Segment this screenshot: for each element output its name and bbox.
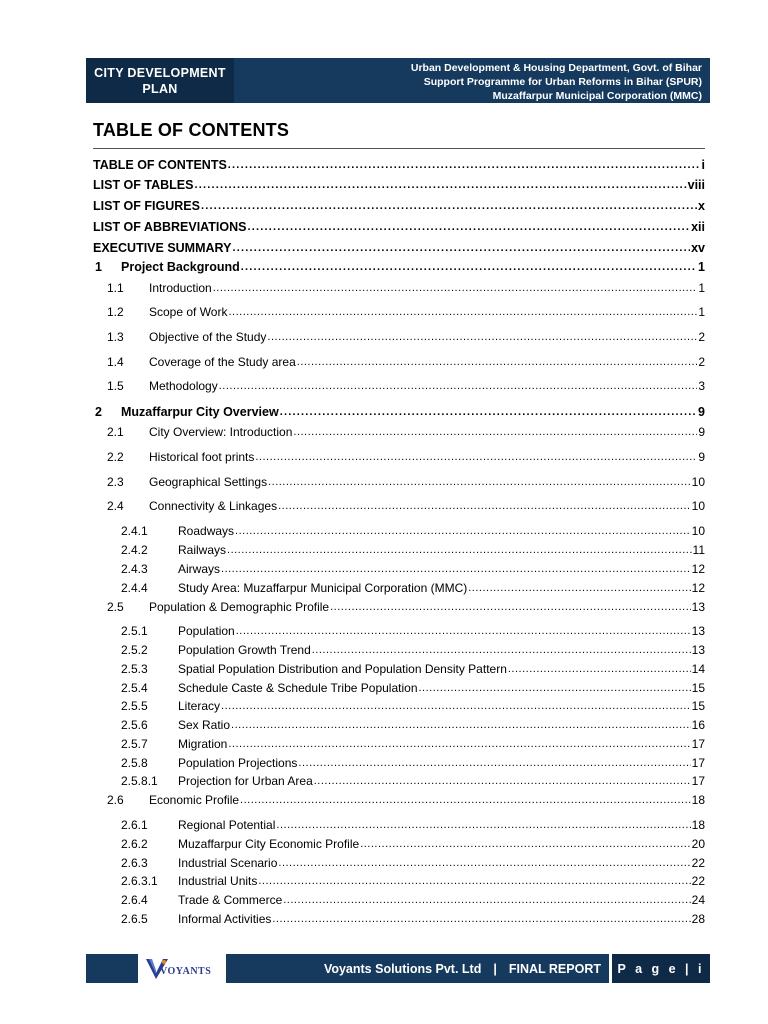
toc-leader-dots [240,792,691,804]
toc-entry[interactable] [93,157,705,172]
footer-logo-text: VOYANTS [160,966,212,977]
toc-entry-number: 2.4.3 [121,562,148,576]
toc-entry[interactable] [93,498,705,513]
toc-entry[interactable] [93,177,705,192]
toc-entry-number: 2.5.7 [121,737,148,751]
toc-leader-dots [219,378,698,390]
toc-entry[interactable] [93,378,705,393]
toc-leader-dots [235,523,691,535]
toc-leader-dots [283,892,690,904]
toc-leader-dots [508,661,691,673]
toc-entry-page: 9 [698,405,705,419]
toc-entry-number: 2.5.3 [121,662,148,676]
toc-entry-number: 2.6.3.1 [121,874,158,888]
toc-leader-dots [201,198,697,210]
toc-entry-page: 28 [691,912,705,926]
toc-entry[interactable] [93,680,705,695]
toc-leader-dots [268,474,691,486]
toc-entry-number: 2.5.4 [121,681,148,695]
toc-leader-dots [276,817,690,829]
footer-separator: | [493,961,497,976]
toc-entry-label: LIST OF FIGURES [93,199,200,213]
toc-entry[interactable] [93,717,705,732]
toc-entry-label: Industrial Scenario [178,856,278,870]
toc-entry[interactable] [93,755,705,770]
toc-entry-label: Connectivity & Linkages [149,499,278,513]
toc-entry-page: 1 [698,260,705,274]
footer-info [226,954,609,983]
toc-entry-label: Introduction [149,281,212,295]
toc-entry-label: Economic Profile [149,793,240,807]
toc-entry-page: 24 [691,893,705,907]
toc-leader-dots [312,642,691,654]
toc-entry-page: 1 [698,281,705,295]
toc-entry-label: Railways [178,543,227,557]
toc-entry[interactable] [93,542,705,557]
toc-entry[interactable] [93,280,705,295]
toc-entry[interactable] [93,817,705,832]
toc-entry-number: 2.4.4 [121,581,148,595]
toc-leader-dots [228,304,697,316]
footer-report: FINAL REPORT [508,961,601,976]
toc-entry-label: Schedule Caste & Schedule Tribe Population [178,681,418,695]
toc-entry-number: 2.1 [107,425,124,439]
toc-entry-number: 2.4 [107,499,124,513]
toc-entry[interactable] [93,623,705,638]
title-divider [93,148,705,149]
toc-entry-label: Sex Ratio [178,718,231,732]
toc-entry-number: 1.5 [107,379,124,393]
toc-entry-label: Roadways [178,524,235,538]
toc-entry-label: Projection for Urban Area [178,774,313,788]
footer-page-number: P a g e | i [609,954,710,983]
toc-entry-number: 2 [95,405,102,419]
toc-entry-label: Scope of Work [149,305,228,319]
toc-entry-label: Muzaffarpur City Economic Profile [178,837,360,851]
toc-leader-dots [231,717,691,729]
toc-leader-dots [278,498,691,510]
toc-entry-number: 2.5.2 [121,643,148,657]
toc-entry[interactable] [93,404,705,419]
toc-entry-number: 2.5.5 [121,699,148,713]
toc-entry-number: 2.4.1 [121,524,148,538]
toc-leader-dots [228,736,690,748]
toc-entry-number: 2.6.1 [121,818,148,832]
toc-entry-page: 10 [691,475,705,489]
header-doc-type [86,58,234,103]
header-org-line2: Support Programme for Urban Reforms in Bihar (SPUR) [423,75,702,88]
toc-entry-label: Geographical Settings [149,475,268,489]
toc-entry-number: 2.6 [107,793,124,807]
toc-leader-dots [314,773,691,785]
toc-entry[interactable] [93,449,705,464]
toc-entry-number: 2.6.4 [121,893,148,907]
toc-entry-label: Airways [178,562,221,576]
toc-entry-page: 13 [691,624,705,638]
toc-entry-label: LIST OF ABBREVIATIONS [93,220,247,234]
header-doc-type-line2: PLAN [142,81,178,96]
toc-entry-page: 22 [691,856,705,870]
toc-entry[interactable] [93,219,705,234]
toc-entry-label: Population [178,624,235,638]
toc-entry-page: 2 [698,355,705,369]
toc-entry-number: 2.6.5 [121,912,148,926]
toc-entry-label: Study Area: Muzaffarpur Municipal Corporation (MMC) [178,581,468,595]
toc-entry[interactable] [93,304,705,319]
toc-entry-label: Muzaffarpur City Overview [121,405,279,419]
toc-entry[interactable] [93,329,705,344]
toc-leader-dots [227,542,692,554]
toc-entry[interactable] [93,773,705,788]
toc-entry[interactable] [93,599,705,614]
toc-leader-dots [267,329,697,341]
toc-entry-label: Population Projections [178,756,298,770]
toc-entry[interactable] [93,474,705,489]
toc-leader-dots [258,873,690,885]
toc-entry-page: 3 [698,379,705,393]
toc-entry-label: Coverage of the Study area [149,355,296,369]
toc-leader-dots [330,599,691,611]
toc-entry-label: EXECUTIVE SUMMARY [93,241,232,255]
toc-leader-dots [213,280,698,292]
toc-leader-dots [272,911,690,923]
toc-entry[interactable] [93,792,705,807]
toc-leader-dots [241,259,697,271]
toc-leader-dots [468,580,690,592]
toc-entry-page: x [698,199,705,213]
toc-entry-label: LIST OF TABLES [93,178,194,192]
toc-entry-page: 15 [691,681,705,695]
toc-leader-dots [255,449,697,461]
document-header [86,58,710,103]
toc-entry[interactable] [93,873,705,888]
toc-entry-label: Population Growth Trend [178,643,311,657]
toc-entry-label: Industrial Units [178,874,258,888]
toc-leader-dots [194,177,686,189]
footer-company: Voyants Solutions Pvt. Ltd [323,961,482,976]
header-doc-type-line1: CITY DEVELOPMENT [94,65,226,80]
toc-entry-page: 14 [691,662,705,676]
toc-leader-dots [232,240,690,252]
toc-entry[interactable] [93,580,705,595]
toc-entry-page: 13 [691,600,705,614]
toc-entry-page: 17 [691,737,705,751]
toc-entry-page: 2 [698,330,705,344]
toc-entry-page: 22 [691,874,705,888]
toc-entry[interactable] [93,836,705,851]
header-org-line1: Urban Development & Housing Department, Govt. of Bihar [410,61,702,74]
toc-entry-label: Spatial Population Distribution and Population Density Pattern [178,662,507,676]
toc-entry-number: 1.4 [107,355,124,369]
document-footer [86,954,710,983]
toc-entry-number: 1 [95,260,102,274]
toc-entry-label: TABLE OF CONTENTS [93,158,227,172]
toc-entry-number: 2.5.8.1 [121,774,158,788]
toc-entry[interactable] [93,911,705,926]
toc-entry-page: 17 [691,774,705,788]
toc-entry-page: 17 [691,756,705,770]
toc-entry-label: Trade & Commerce [178,893,283,907]
toc-entry-number: 2.5.8 [121,756,148,770]
toc-leader-dots [221,561,691,573]
toc-entry[interactable] [93,198,705,213]
toc-leader-dots [221,698,691,710]
toc-entry-number: 2.4.2 [121,543,148,557]
toc-leader-dots [280,404,697,416]
toc-entry-page: 13 [691,643,705,657]
toc-leader-dots [228,157,701,169]
toc-entry-label: Population & Demographic Profile [149,600,330,614]
toc-entry-page: 18 [691,818,705,832]
toc-entry-page: viii [687,178,705,192]
toc-entry[interactable] [93,259,705,274]
toc-leader-dots [236,623,691,635]
toc-leader-dots [360,836,690,848]
toc-entry-page: 15 [691,699,705,713]
toc-entry-label: Migration [178,737,228,751]
toc-entry-number: 2.2 [107,450,124,464]
toc-entry-number: 2.3 [107,475,124,489]
toc-entry-label: Objective of the Study [149,330,267,344]
toc-entry-label: Regional Potential [178,818,276,832]
toc-entry-page: 18 [691,793,705,807]
toc-leader-dots [278,855,690,867]
toc-entry-number: 2.5.1 [121,624,148,638]
toc-leader-dots [297,354,698,366]
footer-logo [138,954,226,983]
toc-entry-page: 10 [691,524,705,538]
toc-leader-dots [298,755,690,767]
toc-entry-page: 12 [691,581,705,595]
toc-entry-page: i [701,158,705,172]
toc-entry-page: xii [691,220,705,234]
toc-entry[interactable] [93,354,705,369]
toc-entry-page: 20 [691,837,705,851]
toc-entry-number: 1.1 [107,281,124,295]
toc-entry-page: 1 [698,305,705,319]
toc-entry[interactable] [93,523,705,538]
toc-entry[interactable] [93,561,705,576]
toc-entry-number: 2.5.6 [121,718,148,732]
toc-entry-number: 1.3 [107,330,124,344]
toc-entry-number: 2.6.3 [121,856,148,870]
toc-entry-label: Literacy [178,699,221,713]
toc-entry-page: 9 [698,425,705,439]
toc-entry[interactable] [93,855,705,870]
toc-entry-page: 16 [691,718,705,732]
toc-leader-dots [293,424,697,436]
footer-left-block [86,954,138,983]
toc-entry[interactable] [93,642,705,657]
toc-entry[interactable] [93,698,705,713]
toc-entry-page: 9 [698,450,705,464]
toc-entry-number: 1.2 [107,305,124,319]
toc-entry-label: Methodology [149,379,218,393]
toc-entry-label: Historical foot prints [149,450,255,464]
toc-entry[interactable] [93,240,705,255]
toc-entry[interactable] [93,661,705,676]
toc-entry-page: 12 [691,562,705,576]
toc-entry-number: 2.6.2 [121,837,148,851]
toc-entry-page: xv [691,241,705,255]
toc-entry[interactable] [93,736,705,751]
toc-entry[interactable] [93,424,705,439]
toc-entry-label: Informal Activities [178,912,272,926]
toc-entry-page: 10 [691,499,705,513]
toc-leader-dots [419,680,691,692]
toc-entry-label: Project Background [121,260,240,274]
toc-entry-number: 2.5 [107,600,124,614]
header-organisation [234,58,710,103]
toc-entry[interactable] [93,892,705,907]
toc-entry-label: City Overview: Introduction [149,425,293,439]
page-title: TABLE OF CONTENTS [93,120,290,140]
header-org-line3: Muzaffarpur Municipal Corporation (MMC) [492,89,702,102]
toc-entry-page: 11 [692,543,705,557]
toc-leader-dots [247,219,690,231]
